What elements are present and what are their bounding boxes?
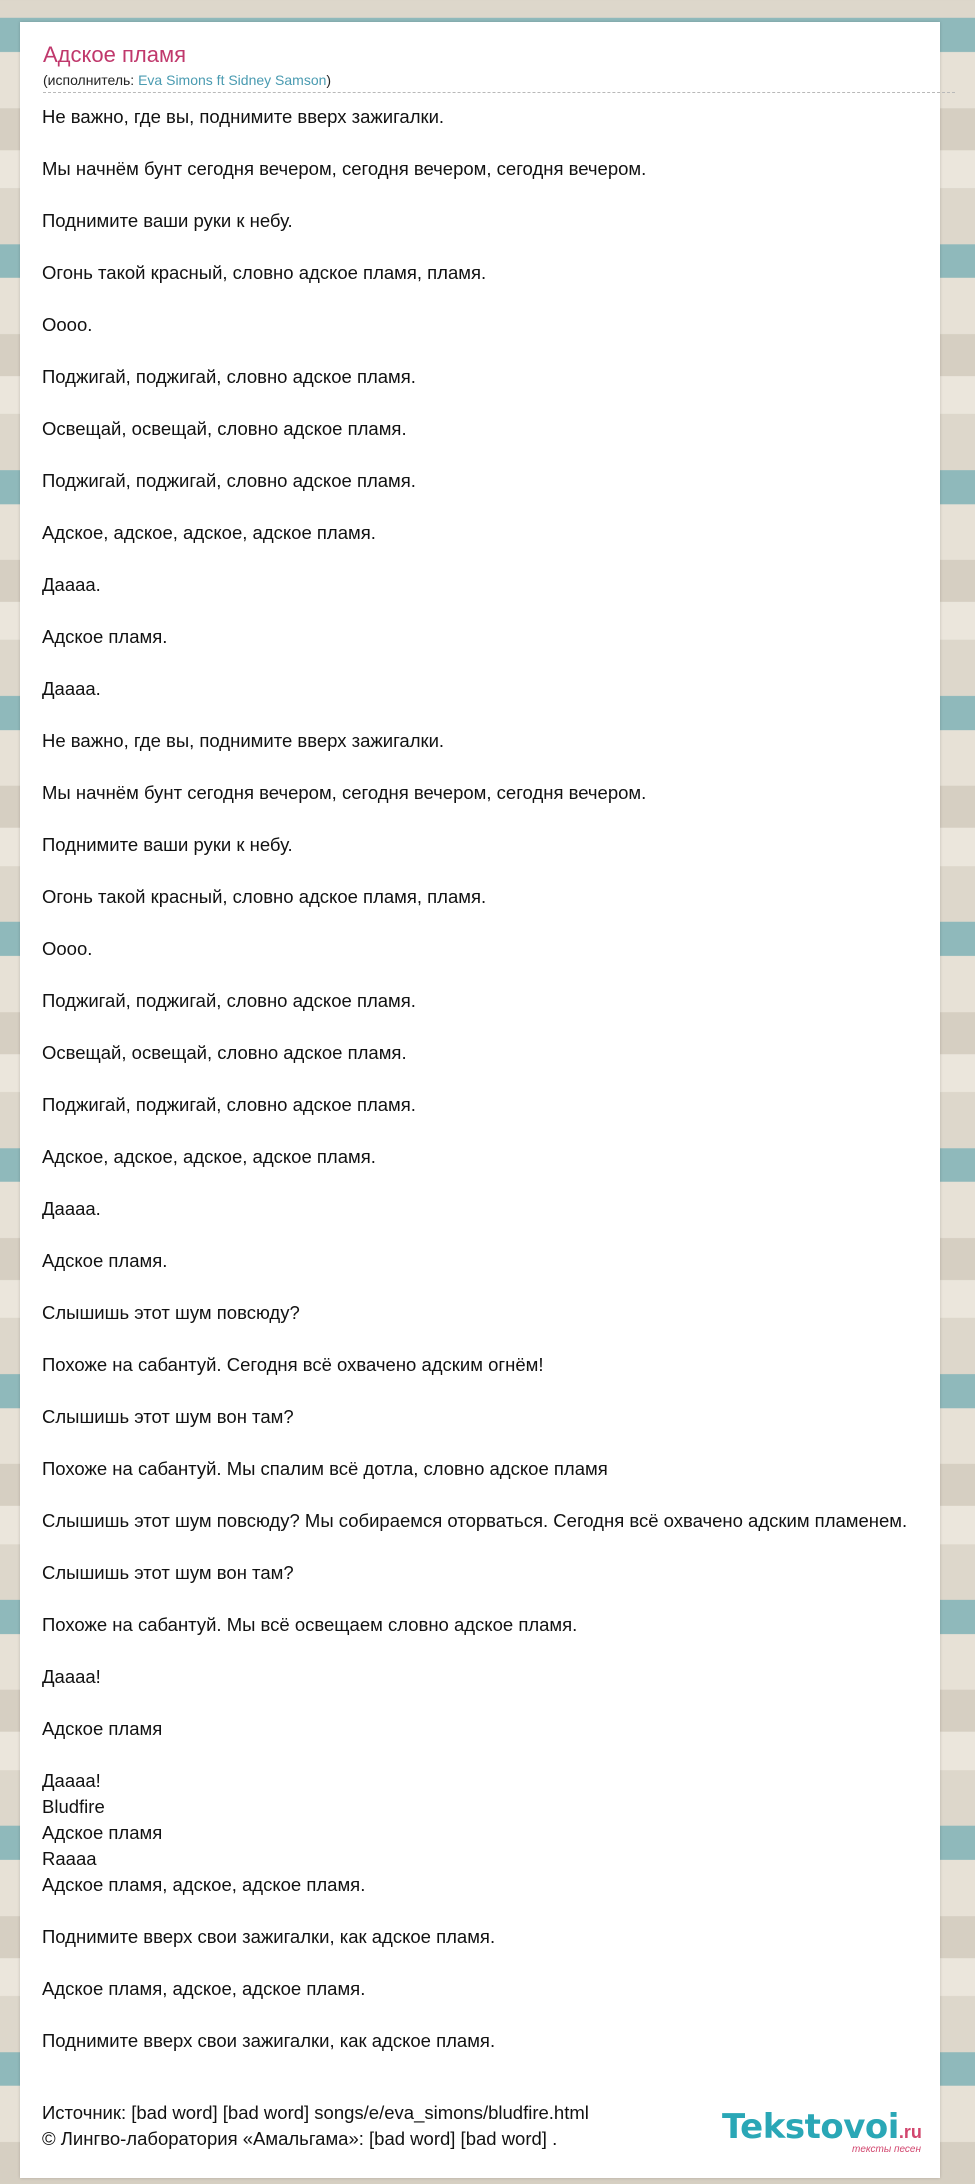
performer-link[interactable]: Eva Simons ft Sidney Samson (138, 72, 327, 88)
lyric-stanza (42, 988, 975, 1014)
lyric-line: Огонь такой красный, словно адское пламя, пламя. (42, 262, 487, 283)
logo-tld: .ru (898, 2122, 922, 2142)
lyric-line: Слышишь этот шум вон там? (42, 1562, 294, 1583)
lyric-line: Оооо. (42, 938, 93, 959)
performer-line (43, 71, 955, 89)
lyric-line: Оооо. (42, 314, 93, 335)
lyric-stanza (42, 1040, 975, 1066)
lyric-line: Поджигай, поджигай, словно адское пламя. (42, 1094, 416, 1115)
lyric-stanza (42, 156, 975, 182)
lyric-line: Не важно, где вы, поднимите вверх зажигалки. (42, 106, 445, 127)
lyric-line: Поднимите вверх свои зажигалки, как адское пламя. (42, 2030, 496, 2051)
performer-prefix: (исполнитель: (43, 72, 139, 88)
lyric-stanza (42, 1924, 975, 1950)
lyric-line: Мы начнём бунт сегодня вечером, сегодня вечером, сегодня вечером. (42, 158, 647, 179)
lyric-line: Адское пламя, адское, адское пламя. (42, 1978, 366, 1999)
lyric-stanza (42, 624, 975, 650)
lyric-stanza (42, 884, 975, 910)
lyric-stanza (42, 260, 975, 286)
lyric-line: Похоже на сабантуй. Мы спалим всё дотла, словно адское пламя (42, 1458, 608, 1479)
lyric-stanza (42, 1300, 975, 1326)
lyric-stanza (42, 1664, 975, 1690)
lyric-line: Поднимите ваши руки к небу. (42, 210, 293, 231)
lyric-stanza (42, 364, 975, 390)
lyric-stanza (42, 1976, 975, 2002)
lyrics-body (42, 104, 975, 2080)
lyric-stanza (42, 416, 975, 442)
lyric-stanza (42, 1768, 975, 1898)
lyric-stanza (42, 1456, 975, 1482)
logo-tagline: тексты песен (852, 2144, 921, 2155)
lyric-line: Даааа. (42, 678, 101, 699)
lyric-stanza (42, 572, 975, 598)
lyric-stanza (42, 1196, 975, 1222)
lyric-line: Освещай, освещай, словно адское пламя. (42, 418, 407, 439)
lyric-stanza (42, 1092, 975, 1118)
lyric-line: Освещай, освещай, словно адское пламя. (42, 1042, 407, 1063)
lyric-stanza (42, 1716, 975, 1742)
lyrics-card (20, 22, 940, 2178)
lyric-line: Поднимите вверх свои зажигалки, как адское пламя. (42, 1926, 496, 1947)
lyric-line: Адское пламя, адское, адское пламя. (42, 1874, 366, 1895)
lyric-stanza (42, 1560, 975, 1586)
lyric-stanza (42, 1404, 975, 1430)
lyric-stanza (42, 104, 975, 130)
lyric-line: Мы начнём бунт сегодня вечером, сегодня вечером, сегодня вечером. (42, 782, 647, 803)
lyric-stanza (42, 468, 975, 494)
lyric-stanza (42, 1248, 975, 1274)
lyric-stanza (42, 1508, 975, 1534)
lyric-stanza (42, 208, 975, 234)
lyric-line: Даааа. (42, 1198, 101, 1219)
song-title: Адское пламя (43, 42, 186, 67)
lyric-line: Даааа! (42, 1666, 101, 1687)
lyric-line: Адское пламя. (42, 626, 168, 647)
lyric-stanza (42, 676, 975, 702)
lyric-line: Слышишь этот шум вон там? (42, 1406, 294, 1427)
lyric-stanza (42, 312, 975, 338)
lyric-stanza (42, 832, 975, 858)
lyric-line: Bludfire (42, 1796, 105, 1817)
performer-suffix: ) (326, 72, 332, 88)
lyric-line: Поджигай, поджигай, словно адское пламя. (42, 366, 416, 387)
lyric-line: Поджигай, поджигай, словно адское пламя. (42, 990, 416, 1011)
lyric-stanza (42, 728, 975, 754)
tekstovoi-logo[interactable] (722, 2108, 942, 2162)
copyright-line: © Лингво-лаборатория «Амальгама»: [bad word] [bad word] . (42, 2128, 558, 2149)
lyric-line: Адское пламя (42, 1822, 163, 1843)
lyric-stanza (42, 1352, 975, 1378)
source-footer (42, 2100, 589, 2152)
logo-name: Tekstovoi (722, 2107, 899, 2147)
lyric-line: Даааа. (42, 574, 101, 595)
lyric-stanza (42, 780, 975, 806)
lyric-stanza (42, 520, 975, 546)
lyric-line: Слышишь этот шум повсюду? Мы собираемся оторваться. Сегодня всё охвачено адским пламенем. (42, 1510, 908, 1531)
lyric-line: Слышишь этот шум повсюду? (42, 1302, 300, 1323)
lyric-line: Огонь такой красный, словно адское пламя, пламя. (42, 886, 487, 907)
lyric-line: Адское пламя. (42, 1250, 168, 1271)
lyric-stanza (42, 936, 975, 962)
lyric-line: Адское, адское, адское, адское пламя. (42, 1146, 376, 1167)
header-divider (43, 92, 955, 93)
lyric-line: Поджигай, поджигай, словно адское пламя. (42, 470, 416, 491)
lyric-line: Адское пламя (42, 1718, 163, 1739)
lyric-line: Похоже на сабантуй. Сегодня всё охвачено адским огнём! (42, 1354, 544, 1375)
lyric-stanza (42, 2028, 975, 2054)
lyric-line: Адское, адское, адское, адское пламя. (42, 522, 376, 543)
song-header (43, 42, 955, 89)
lyric-line: Raaaa (42, 1848, 97, 1869)
lyric-stanza (42, 1612, 975, 1638)
lyric-stanza (42, 1144, 975, 1170)
lyric-line: Поднимите ваши руки к небу. (42, 834, 293, 855)
source-line: Источник: [bad word] [bad word] songs/e/eva_simons/bludfire.html (42, 2102, 589, 2123)
lyric-line: Похоже на сабантуй. Мы всё освещаем словно адское пламя. (42, 1614, 578, 1635)
lyric-line: Не важно, где вы, поднимите вверх зажигалки. (42, 730, 445, 751)
lyric-line: Даааа! (42, 1770, 101, 1791)
